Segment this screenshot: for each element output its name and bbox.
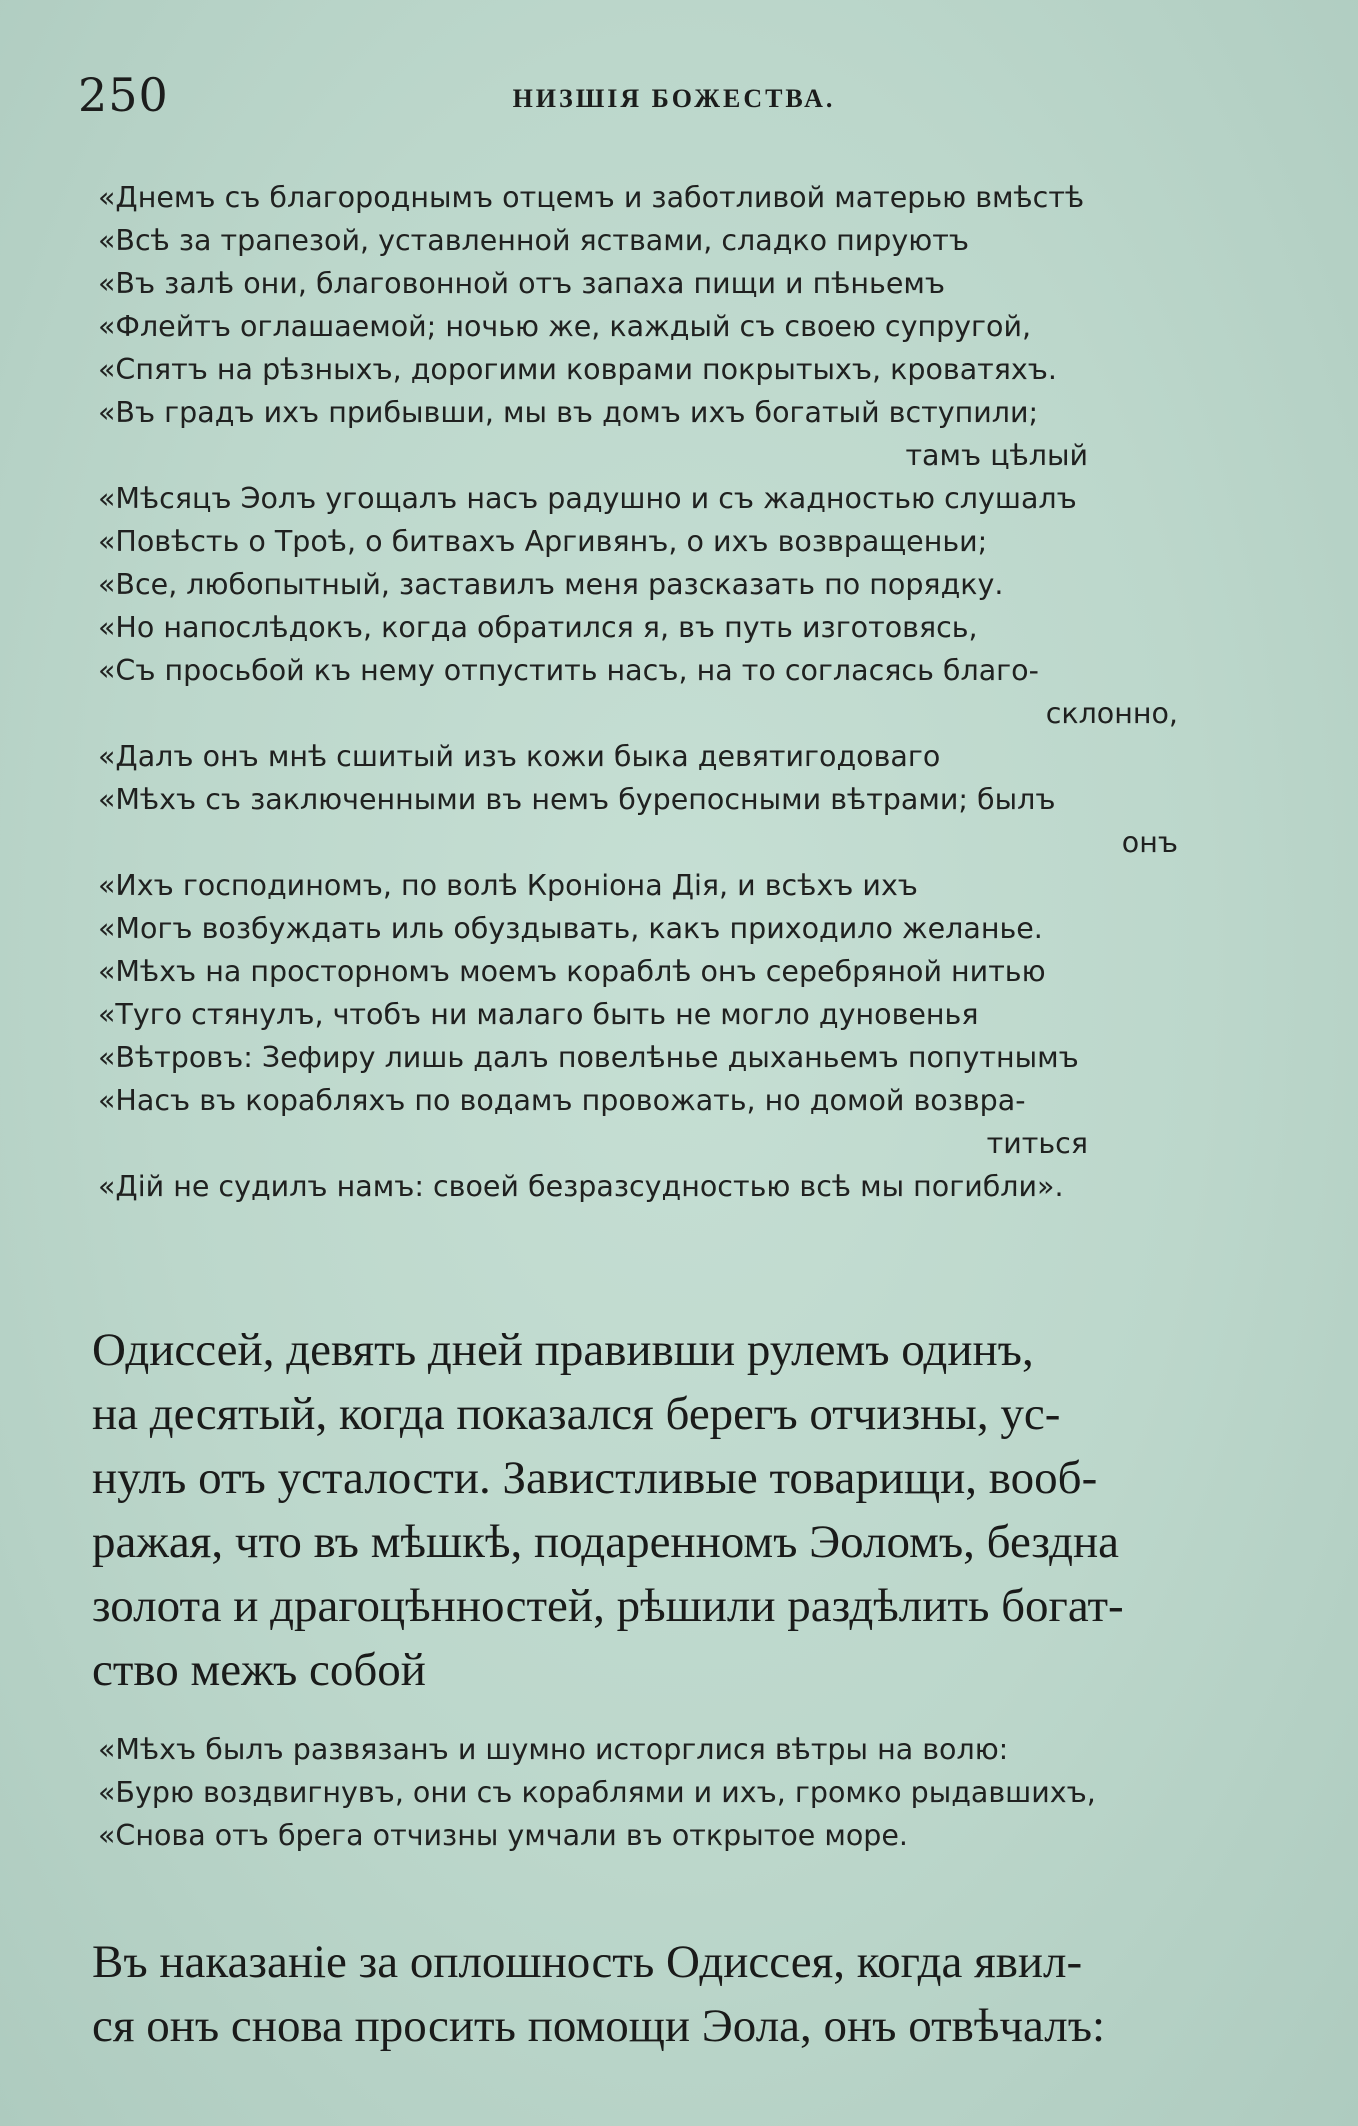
verse-line-continuation: склонно, [1045,697,1178,730]
verse-line: «Могъ возбуждать иль обуздывать, какъ приходило желанье. [98,912,1043,945]
verse-quotation-2 [98,1728,1268,1857]
prose-line: Въ наказаніе за оплошность Одиссея, когда явил- [92,1936,1083,1988]
prose-paragraph-2 [92,1930,1274,2058]
verse-line: «Бурю воздвигнувъ, они съ кораблями и ихъ, громко рыдавшихъ, [98,1776,1096,1809]
verse-line-continuation: титься [986,1127,1088,1160]
running-head: НИЗШІЯ БОЖЕСТВА. [512,84,836,113]
verse-line: «Снова отъ брега отчизны умчали въ открытое море. [98,1819,908,1852]
verse-line: «Въ залѣ они, благовонной отъ запаха пищи и пѣньемъ [98,267,946,300]
verse-line: «Дій не судилъ намъ: своей безразсудностью всѣ мы погибли». [98,1170,1064,1203]
verse-line-continuation: тамъ цѣлый [905,439,1088,472]
verse-line: «Далъ онъ мнѣ сшитый изъ кожи быка девятигодоваго [98,740,941,773]
verse-line: «Туго стянулъ, чтобъ ни малаго быть не могло дуновенья [98,998,979,1031]
verse-line: «Всѣ за трапезой, уставленной яствами, сладко пируютъ [98,224,969,257]
prose-line: золота и драгоцѣнностей, рѣшили раздѣлить богат- [92,1580,1124,1632]
verse-line-continuation: онъ [1121,826,1178,859]
verse-line: «Мѣхъ съ заключенными въ немъ бурепосными вѣтрами; былъ [98,783,1056,816]
prose-line: Одиссей, девять дней правивши рулемъ одинъ, [92,1324,1034,1376]
verse-line: «Мѣхъ былъ развязанъ и шумно исторглися вѣтры на волю: [98,1733,1009,1766]
verse-line: «Но напослѣдокъ, когда обратился я, въ путь изготовясь, [98,611,978,644]
verse-line: «Ихъ господиномъ, по волѣ Кроніона Дія, и всѣхъ ихъ [98,869,918,902]
verse-line: «Мѣхъ на просторномъ моемъ кораблѣ онъ серебряной нитью [98,955,1046,988]
page-header [78,68,1270,128]
prose-paragraph-1 [92,1318,1274,1702]
verse-line: «Съ просьбой къ нему отпустить насъ, на то согласясь благо- [98,654,1039,687]
verse-line: «Повѣсть о Троѣ, о битвахъ Аргивянъ, о ихъ возвращеньи; [98,525,988,558]
verse-line: «Днемъ съ благороднымъ отцемъ и заботливой матерью вмѣстѣ [98,181,1085,214]
verse-quotation-1 [98,176,1268,1208]
prose-line: ство межъ собой [92,1644,426,1696]
verse-line: «Все, любопытный, заставилъ меня разсказать по порядку. [98,568,1004,601]
prose-line: ся онъ снова просить помощи Эола, онъ отвѣчалъ: [92,2000,1106,2052]
verse-line: «Въ градъ ихъ прибывши, мы въ домъ ихъ богатый вступили; [98,396,1039,429]
verse-line: «Мѣсяцъ Эолъ угощалъ насъ радушно и съ жадностью слушалъ [98,482,1077,515]
page-number: 250 [78,68,169,122]
verse-line: «Флейтъ оглашаемой; ночью же, каждый съ своею супругой, [98,310,1032,343]
verse-line: «Насъ въ корабляхъ по водамъ провожать, но домой возвра- [98,1084,1026,1117]
prose-line: нулъ отъ усталости. Завистливые товарищи, вооб- [92,1452,1098,1504]
prose-line: на десятый, когда показался берегъ отчизны, ус- [92,1388,1061,1440]
verse-line: «Спятъ на рѣзныхъ, дорогими коврами покрытыхъ, кроватяхъ. [98,353,1057,386]
prose-line: ражая, что въ мѣшкѣ, подаренномъ Эоломъ, бездна [92,1516,1120,1568]
verse-line: «Вѣтровъ: Зефиру лишь далъ повелѣнье дыханьемъ попутнымъ [98,1041,1079,1074]
